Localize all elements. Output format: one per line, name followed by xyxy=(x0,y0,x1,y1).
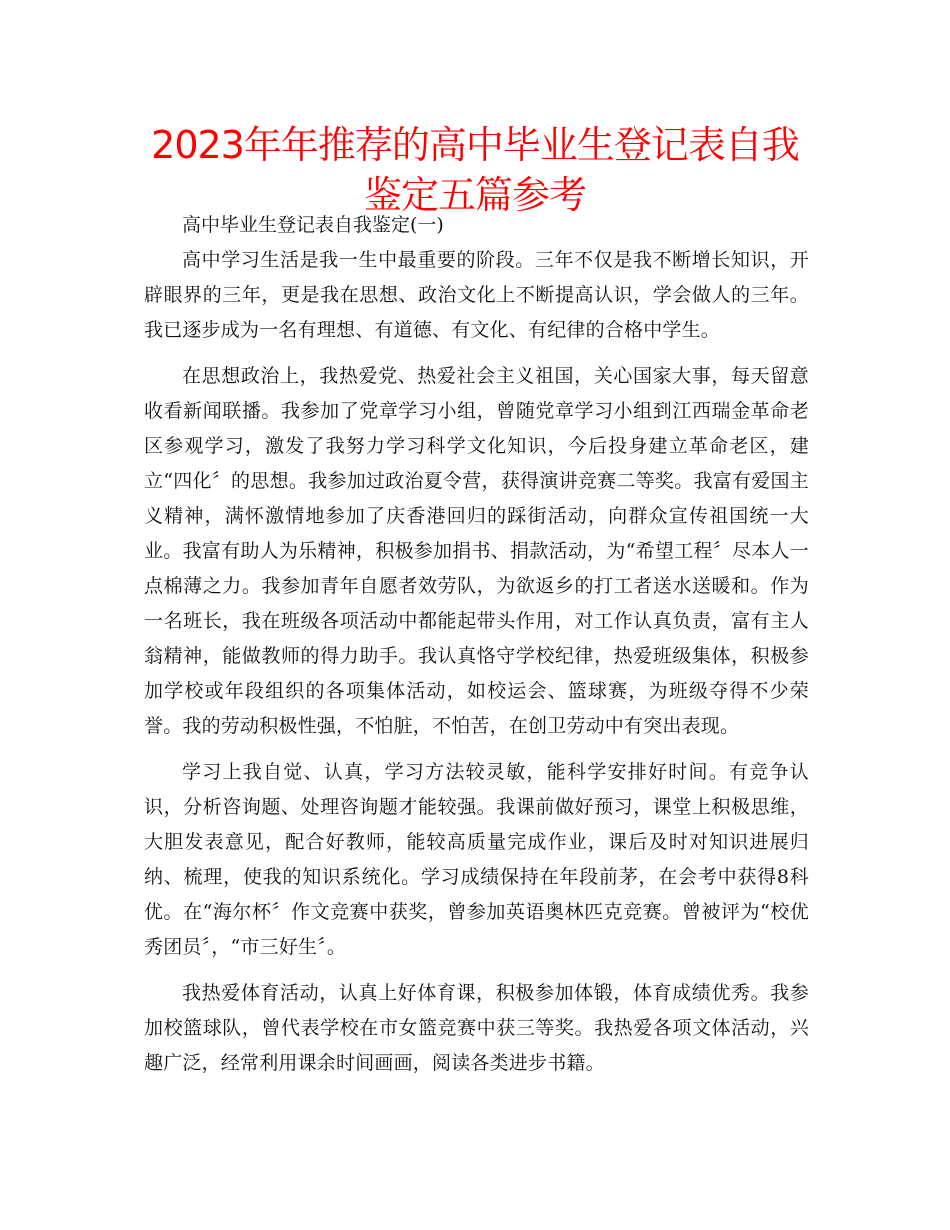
paragraph-politics: 在思想政治上，我热爱党、热爱社会主义祖国，关心国家大事，每天留意收看新闻联播。我参加了党章学习小组，曾随党章学习小组到江西瑞金革命老区参观学习，激发了我努力学习科学文化知识，今后投身建立革命老区，建立“四化〞的思想。我参加过政治夏令营，获得演讲竞赛二等奖。我富有爱国主义精神，满怀激情地参加了庆香港回归的踩街活动，向群众宣传祖国统一大业。我富有助人为乐精神，积极参加捐书、捐款活动，为“希望工程〞尽本人一点棉薄之力。我参加青年自愿者效劳队，为欲返乡的打工者送水送暖和。作为一名班长，我在班级各项活动中都能起带头作用，对工作认真负责，富有主人翁精神，能做教师的得力助手。我认真恪守学校纪律，热爱班级集体，积极参加学校或年段组织的各项集体活动，如校运会、篮球赛，为班级夺得不少荣誉。我的劳动积极性强，不怕脏，不怕苦，在创卫劳动中有突出表现。 xyxy=(144,365,809,737)
paragraph-study: 学习上我自觉、认真，学习方法较灵敏，能科学安排好时间。有竞争认识，分析咨询题、处理咨询题才能较强。我课前做好预习，课堂上积极思维，大胆发表意见，配合好教师，能较高质量完成作业，课后及时对知识进展归纳、梳理，使我的知识系统化。学习成绩保持在年段前茅，在会考中获得8科优。在“海尔杯〞作文竞赛中获奖，曾参加英语奥林匹克竞赛。曾被评为“校优秀团员〞，“市三好生〞。 xyxy=(144,761,809,958)
document-title: 2023年年推荐的高中毕业生登记表自我鉴定五篇参考 xyxy=(151,123,799,217)
document-body xyxy=(144,208,809,1092)
paragraph-sports: 我热爱体育活动，认真上好体育课，积极参加体锻，体育成绩优秀。我参加校篮球队，曾代表学校在市女篮竞赛中获三等奖。我热爱各项文体活动，兴趣广泛，经常利用课余时间画画，阅读各类进步书籍。 xyxy=(144,982,809,1074)
paragraph-intro: 高中学习生活是我一生中最重要的阶段。三年不仅是我不断增长知识，开辟眼界的三年，更是我在思想、政治文化上不断提高认识，学会做人的三年。我已逐步成为一名有理想、有道德、有文化、有纪律的合格中学生。 xyxy=(144,249,809,341)
section-label: 高中毕业生登记表自我鉴定(一) xyxy=(182,214,444,236)
